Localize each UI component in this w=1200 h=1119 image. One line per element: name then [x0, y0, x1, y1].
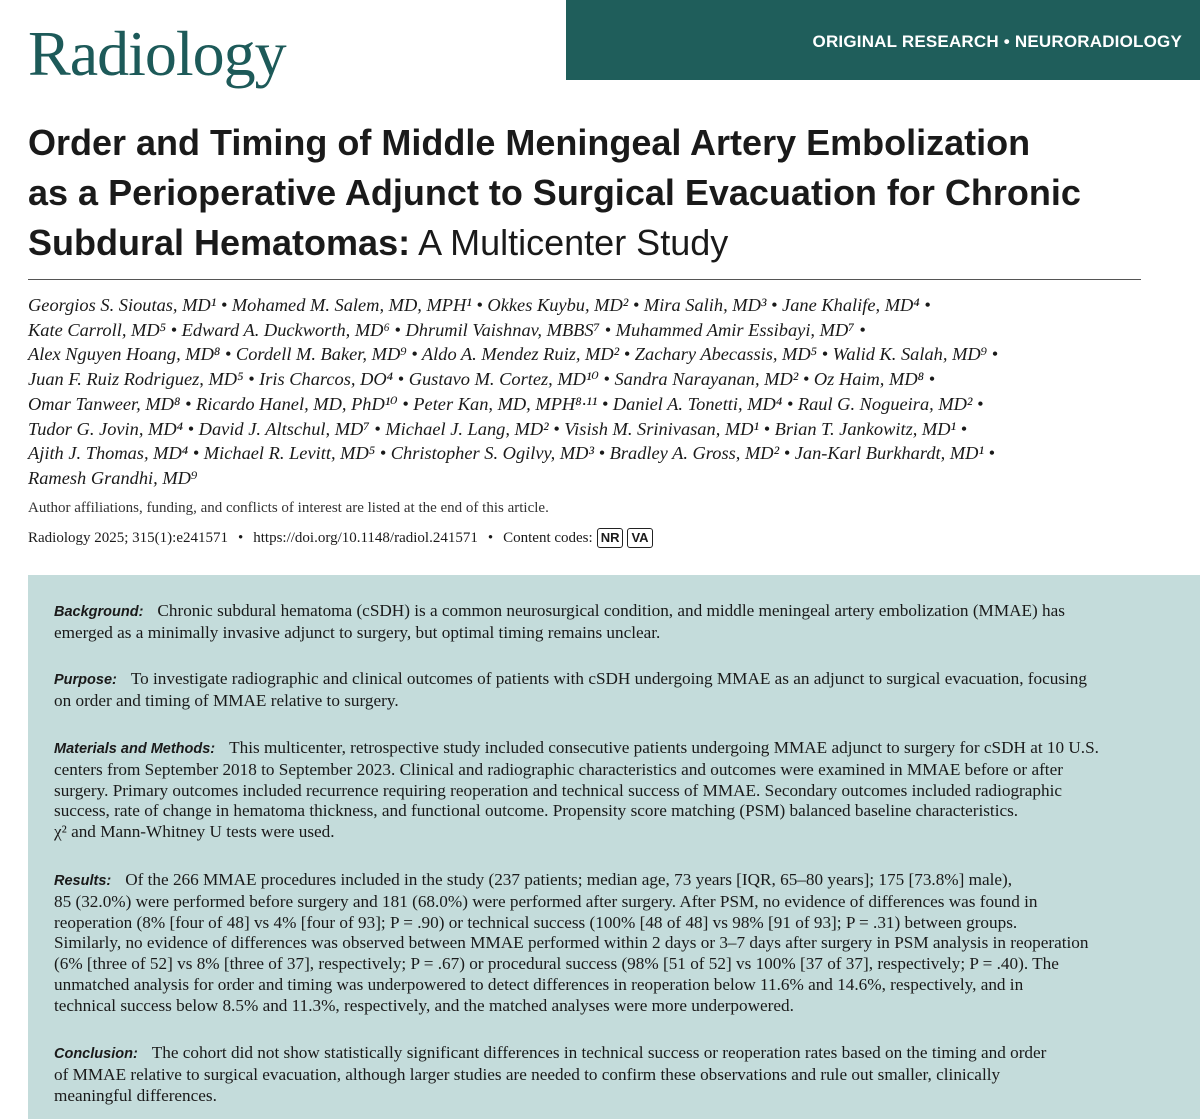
affiliations-note: Author affiliations, funding, and conflicts of interest are listed at the end of this article.	[28, 500, 549, 516]
bullet-separator: •	[487, 529, 494, 546]
abstract-box	[28, 575, 1200, 1119]
journal-logo: Radiology	[28, 18, 286, 89]
abstract-text: on order and timing of MMAE relative to surgery.	[54, 690, 399, 710]
title-line-3-subtitle: A Multicenter Study	[410, 222, 729, 263]
author-line: Omar Tanweer, MD⁸ • Ricardo Hanel, MD, PhD¹⁰ • Peter Kan, MD, MPH⁸·¹¹ • Daniel A. Tonetti, MD⁴ • Raul G. Nogueira, MD² •	[28, 393, 984, 414]
abstract-label: Purpose:	[54, 672, 117, 688]
abstract-label: Results:	[54, 873, 112, 889]
content-code-badge: NR	[597, 528, 624, 548]
abstract-text: The cohort did not show statistically significant differences in technical success or reoperation rates based on the timing and order	[151, 1043, 1047, 1062]
doi-link[interactable]: https://doi.org/10.1148/radiol.241571	[253, 529, 478, 546]
abstract-text: Similarly, no evidence of differences was observed between MMAE performed within 2 days or 3–7 days after surgery in PSM analysis in reoperation	[54, 933, 1089, 953]
title-line-1: Order and Timing of Middle Meningeal Artery Embolization	[28, 122, 1031, 163]
author-line: Alex Nguyen Hoang, MD⁸ • Cordell M. Baker, MD⁹ • Aldo A. Mendez Ruiz, MD² • Zachary Abecassis, MD⁵ • Walid K. Salah, MD⁹ •	[28, 344, 999, 365]
abstract-text: success, rate of change in hematoma thickness, and functional outcome. Propensity score matching (PSM) balanced baseline characteristics.	[54, 801, 1019, 821]
abstract-label: Background:	[54, 604, 144, 620]
abstract-text: Of the 266 MMAE procedures included in the study (237 patients; median age, 73 years [IQR, 65–80 years]; 175 [73.8%] male),	[125, 870, 1013, 889]
abstract-label: Conclusion:	[54, 1046, 138, 1062]
section-header-band	[566, 0, 1200, 80]
abstract-text: emerged as a minimally invasive adjunct to surgery, but optimal timing remains unclear.	[54, 622, 661, 642]
abstract-text: Chronic subdural hematoma (cSDH) is a common neurosurgical condition, and middle meningeal artery embolization (MMAE) has	[157, 601, 1065, 620]
author-line: Ajith J. Thomas, MD⁴ • Michael R. Levitt, MD⁵ • Christopher S. Ogilvy, MD³ • Bradley A. Gross, MD² • Jan-Karl Burkhardt, MD¹ •	[28, 443, 995, 464]
abstract-text: reoperation (8% [four of 48] vs 4% [four of 93]; P = .90) or technical success (100% [48 of 48] vs 98% [91 of 93]; P = .31) between groups.	[54, 912, 1018, 932]
title-line-2: as a Perioperative Adjunct to Surgical Evacuation for Chronic	[28, 172, 1081, 213]
bullet-separator: •	[237, 529, 244, 546]
abstract-results	[54, 870, 1119, 1017]
abstract-text: χ² and Mann-Whitney U tests were used.	[54, 822, 335, 842]
abstract-purpose	[54, 669, 1119, 712]
abstract-text: (6% [three of 52] vs 8% [three of 37], respectively; P = .67) or procedural success (98% [51 of 52] vs 100% [37 of 37], respectively; P = .40). The	[54, 954, 1059, 974]
title-divider	[28, 279, 1141, 280]
abstract-text: surgery. Primary outcomes included recurrence requiring reoperation and technical success of MMAE. Secondary outcomes included radiographic	[54, 780, 1062, 800]
author-line: Tudor G. Jovin, MD⁴ • David J. Altschul, MD⁷ • Michael J. Lang, MD² • Visish M. Srinivasan, MD¹ • Brian T. Jankowitz, MD¹ •	[28, 418, 968, 439]
author-list	[28, 293, 1178, 491]
author-line: Georgios S. Sioutas, MD¹ • Mohamed M. Salem, MD, MPH¹ • Okkes Kuybu, MD² • Mira Salih, MD³ • Jane Khalife, MD⁴ •	[28, 295, 931, 315]
citation-line	[28, 527, 653, 549]
content-codes-label: Content codes:	[503, 529, 593, 546]
abstract-text: To investigate radiographic and clinical outcomes of patients with cSDH undergoing MMAE as an adjunct to surgical evacuation, focusing	[130, 669, 1087, 688]
content-code-badge: VA	[627, 528, 652, 548]
abstract-conclusion	[54, 1043, 1119, 1106]
citation-reference: Radiology 2025; 315(1):e241571	[28, 529, 228, 546]
abstract-text: centers from September 2018 to September 2023. Clinical and radiographic characteristics and outcomes were examined in MMAE before or after	[54, 759, 1063, 779]
abstract-background	[54, 601, 1119, 644]
article-title	[28, 118, 1148, 268]
author-line: Juan F. Ruiz Rodriguez, MD⁵ • Iris Charcos, DO⁴ • Gustavo M. Cortez, MD¹⁰ • Sandra Narayanan, MD² • Oz Haim, MD⁸ •	[28, 369, 936, 390]
abstract-text: of MMAE relative to surgical evacuation, although larger studies are needed to confirm these observations and rule out smaller, clinically	[54, 1064, 1001, 1084]
abstract-text: unmatched analysis for order and timing was underpowered to detect differences in reoperation below 11.6% and 14.6%, respectively, and in	[54, 974, 1024, 994]
abstract-text: meaningful differences.	[54, 1085, 217, 1105]
title-line-3-main: Subdural Hematomas:	[28, 222, 411, 263]
author-line: Ramesh Grandhi, MD⁹	[28, 467, 198, 488]
section-label: ORIGINAL RESEARCH • NEURORADIOLOGY	[812, 32, 1182, 51]
abstract-text: 85 (32.0%) were performed before surgery and 181 (68.0%) were performed after surgery. After PSM, no evidence of differences was found in	[54, 891, 1038, 911]
author-line: Kate Carroll, MD⁵ • Edward A. Duckworth, MD⁶ • Dhrumil Vaishnav, MBBS⁷ • Muhammed Amir Essibayi, MD⁷ •	[28, 319, 866, 340]
abstract-text: This multicenter, retrospective study included consecutive patients undergoing MMAE adjunct to surgery for cSDH at 10 U.S.	[229, 738, 1099, 757]
abstract-methods	[54, 738, 1119, 843]
abstract-label: Materials and Methods:	[54, 741, 216, 757]
abstract-text: technical success below 8.5% and 11.3%, respectively, and the matched analyses were more underpowered.	[54, 995, 794, 1015]
